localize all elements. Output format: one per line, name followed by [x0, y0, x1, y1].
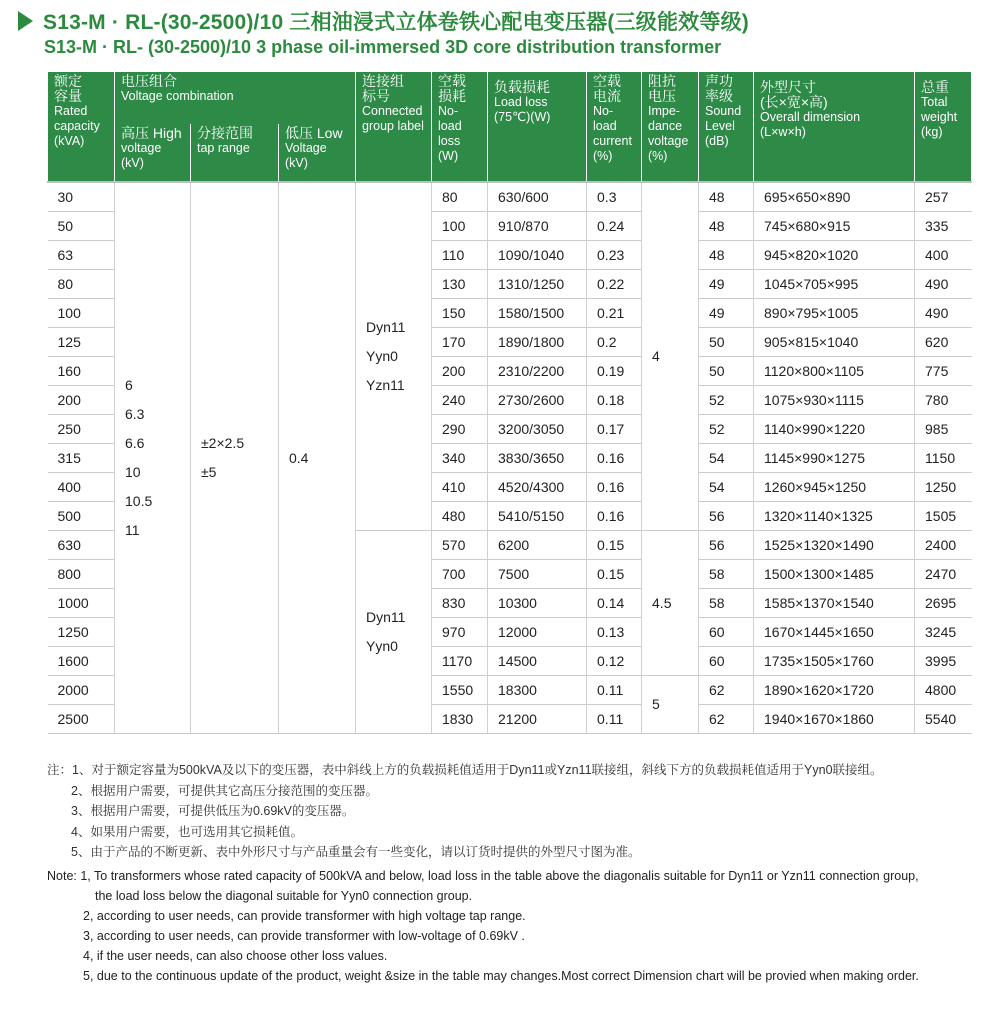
cell-noload-loss: 830 — [432, 589, 488, 618]
table-header — [48, 72, 972, 182]
cell-group-a-line: Dyn11 — [366, 319, 406, 335]
note-en-4: 4, if the user needs, can also choose other loss values. — [83, 949, 388, 963]
header-rated-capacity: 额定 容量 Rated capacity (kVA) — [48, 72, 115, 182]
cell-noload-current: 0.3 — [587, 182, 642, 212]
cell-dimension: 890×795×1005 — [754, 299, 915, 328]
note-en-3: 3, according to user needs, can provide transformer with low-voltage of 0.69kV . — [83, 929, 525, 943]
cell-noload-current: 0.11 — [587, 676, 642, 705]
cell-weight: 490 — [915, 270, 972, 299]
cell-load-loss: 18300 — [488, 676, 587, 705]
cell-noload-loss: 290 — [432, 415, 488, 444]
cell-dimension: 1140×990×1220 — [754, 415, 915, 444]
cell-capacity: 50 — [48, 212, 115, 241]
header-impedance-voltage: 阻抗 电压 Impe- dance voltage (%) — [642, 72, 699, 182]
cell-weight: 1150 — [915, 444, 972, 473]
cell-capacity: 500 — [48, 502, 115, 531]
note-cn-2: 2、根据用户需要，可提供其它高压分接范围的变压器。 — [71, 783, 378, 798]
cell-dimension: 1075×930×1115 — [754, 386, 915, 415]
cell-sound-level: 62 — [699, 676, 754, 705]
cell-weight: 1250 — [915, 473, 972, 502]
cell-capacity: 2000 — [48, 676, 115, 705]
header-load-loss: 负载损耗 Load loss (75℃)(W) — [488, 72, 587, 182]
cell-weight: 2470 — [915, 560, 972, 589]
header-connected-group: 连接组 标号 Connected group label — [356, 72, 432, 182]
header-total-weight: 总重 Total weight (kg) — [915, 72, 972, 182]
notes-english — [47, 866, 919, 986]
cell-dimension: 1120×800×1105 — [754, 357, 915, 386]
cell-dimension: 1940×1670×1860 — [754, 705, 915, 734]
cell-weight: 4800 — [915, 676, 972, 705]
cell-noload-loss: 110 — [432, 241, 488, 270]
cell-load-loss: 3200/3050 — [488, 415, 587, 444]
cell-dimension: 1260×945×1250 — [754, 473, 915, 502]
cell-load-loss: 4520/4300 — [488, 473, 587, 502]
cell-sound-level: 48 — [699, 182, 754, 212]
cell-high-voltage-line: 6.3 — [125, 406, 145, 422]
cell-noload-current: 0.19 — [587, 357, 642, 386]
cell-sound-level: 54 — [699, 444, 754, 473]
cell-weight: 3995 — [915, 647, 972, 676]
cell-load-loss: 1580/1500 — [488, 299, 587, 328]
cell-tap-range — [191, 182, 279, 734]
notes-chinese — [47, 760, 883, 863]
cell-dimension: 695×650×890 — [754, 182, 915, 212]
cell-weight: 335 — [915, 212, 972, 241]
cell-sound-level: 48 — [699, 212, 754, 241]
cell-load-loss: 2310/2200 — [488, 357, 587, 386]
cell-dimension: 1500×1300×1485 — [754, 560, 915, 589]
cell-capacity: 250 — [48, 415, 115, 444]
cell-weight: 2400 — [915, 531, 972, 560]
cell-capacity: 80 — [48, 270, 115, 299]
note-cn-4: 4、如果用户需要，也可选用其它损耗值。 — [71, 824, 303, 839]
note-en-1: Note: 1, To transformers whose rated capacity of 500kVA and below, load loss in the table above the diagonalis suitable for Dyn11 or Yzn11 connection group, — [47, 869, 919, 883]
cell-sound-level: 58 — [699, 589, 754, 618]
header-noload-loss: 空载 损耗 No-load loss (W) — [432, 72, 488, 182]
cell-weight: 2695 — [915, 589, 972, 618]
cell-group-a-line: Yyn0 — [366, 348, 398, 364]
cell-capacity: 100 — [48, 299, 115, 328]
header-voltage-combination: 电压组合 Voltage combination — [115, 72, 356, 124]
triangle-bullet-icon — [18, 11, 33, 31]
cell-noload-loss: 340 — [432, 444, 488, 473]
cell-load-loss: 7500 — [488, 560, 587, 589]
cell-group-b — [356, 531, 432, 734]
cell-dimension: 1145×990×1275 — [754, 444, 915, 473]
note-cn-3: 3、根据用户需要，可提供低压为0.69kV的变压器。 — [71, 804, 355, 818]
cell-noload-current: 0.12 — [587, 647, 642, 676]
cell-dimension: 1045×705×995 — [754, 270, 915, 299]
cell-load-loss: 14500 — [488, 647, 587, 676]
cell-dimension: 745×680×915 — [754, 212, 915, 241]
cell-noload-loss: 700 — [432, 560, 488, 589]
cell-dimension: 1890×1620×1720 — [754, 676, 915, 705]
cell-high-voltage-line: 10.5 — [125, 493, 153, 509]
table-body — [48, 182, 972, 734]
cell-capacity: 1600 — [48, 647, 115, 676]
cell-load-loss: 1890/1800 — [488, 328, 587, 357]
cell-sound-level: 62 — [699, 705, 754, 734]
cell-sound-level: 50 — [699, 357, 754, 386]
cell-noload-loss: 480 — [432, 502, 488, 531]
cell-sound-level: 50 — [699, 328, 754, 357]
cell-load-loss: 2730/2600 — [488, 386, 587, 415]
cell-weight: 5540 — [915, 705, 972, 734]
cell-load-loss: 6200 — [488, 531, 587, 560]
cell-weight: 490 — [915, 299, 972, 328]
cell-weight: 3245 — [915, 618, 972, 647]
note-cn-1: 注：1、对于额定容量为500kVA及以下的变压器，表中斜线上方的负载损耗值适用于Dyn11或Yzn11联接组，斜线下方的负载损耗值适用于Yyn0联接组。 — [47, 763, 883, 777]
cell-noload-current: 0.23 — [587, 241, 642, 270]
header-low-voltage: 低压 Low Voltage (kV) — [279, 124, 356, 182]
cell-group-b-line: Dyn11 — [366, 609, 406, 625]
cell-high-voltage-line: 6.6 — [125, 435, 145, 451]
cell-noload-current: 0.13 — [587, 618, 642, 647]
header-overall-dimension: 外型尺寸 (长×宽×高) Overall dimension (L×w×h) — [754, 72, 915, 182]
note-en-1-cont: the load loss below the diagonal suitable for Yyn0 connection group. — [95, 889, 473, 903]
cell-low-voltage: 0.4 — [279, 182, 356, 734]
cell-dimension: 945×820×1020 — [754, 241, 915, 270]
cell-noload-current: 0.17 — [587, 415, 642, 444]
cell-noload-loss: 150 — [432, 299, 488, 328]
cell-noload-loss: 200 — [432, 357, 488, 386]
cell-capacity: 125 — [48, 328, 115, 357]
note-en-5: 5, due to the continuous update of the product, weight &size in the table may changes.Most correct Dimension chart will be provied when making order. — [83, 969, 919, 983]
cell-noload-current: 0.16 — [587, 444, 642, 473]
cell-capacity: 800 — [48, 560, 115, 589]
cell-weight: 400 — [915, 241, 972, 270]
cell-load-loss: 3830/3650 — [488, 444, 587, 473]
cell-weight: 985 — [915, 415, 972, 444]
cell-noload-current: 0.16 — [587, 473, 642, 502]
cell-capacity: 200 — [48, 386, 115, 415]
cell-noload-loss: 410 — [432, 473, 488, 502]
cell-sound-level: 49 — [699, 299, 754, 328]
cell-noload-current: 0.24 — [587, 212, 642, 241]
cell-capacity: 63 — [48, 241, 115, 270]
header-tap-range: 分接范围 tap range — [191, 124, 279, 182]
cell-high-voltage — [115, 182, 191, 734]
cell-load-loss: 630/600 — [488, 182, 587, 212]
cell-noload-loss: 100 — [432, 212, 488, 241]
cell-group-a-line: Yzn11 — [366, 377, 405, 393]
note-cn-5: 5、由于产品的不断更新、表中外形尺寸与产品重量会有一些变化，请以订货时提供的外型尺寸图为准。 — [71, 845, 641, 859]
cell-dimension: 905×815×1040 — [754, 328, 915, 357]
cell-sound-level: 60 — [699, 647, 754, 676]
cell-group-b-line: Yyn0 — [366, 638, 398, 654]
cell-sound-level: 58 — [699, 560, 754, 589]
cell-sound-level: 56 — [699, 502, 754, 531]
cell-noload-loss: 80 — [432, 182, 488, 212]
cell-load-loss: 910/870 — [488, 212, 587, 241]
cell-impedance: 4 — [642, 182, 699, 531]
cell-dimension: 1525×1320×1490 — [754, 531, 915, 560]
note-en-2: 2, according to user needs, can provide transformer with high voltage tap range. — [83, 909, 526, 923]
cell-noload-current: 0.11 — [587, 705, 642, 734]
cell-load-loss: 1090/1040 — [488, 241, 587, 270]
cell-weight: 1505 — [915, 502, 972, 531]
cell-sound-level: 52 — [699, 415, 754, 444]
cell-noload-loss: 1550 — [432, 676, 488, 705]
cell-capacity: 2500 — [48, 705, 115, 734]
cell-sound-level: 49 — [699, 270, 754, 299]
cell-capacity: 630 — [48, 531, 115, 560]
cell-dimension: 1735×1505×1760 — [754, 647, 915, 676]
cell-weight: 257 — [915, 182, 972, 212]
cell-noload-loss: 570 — [432, 531, 488, 560]
cell-sound-level: 52 — [699, 386, 754, 415]
cell-noload-current: 0.15 — [587, 560, 642, 589]
cell-noload-loss: 970 — [432, 618, 488, 647]
cell-dimension: 1585×1370×1540 — [754, 589, 915, 618]
cell-noload-loss: 170 — [432, 328, 488, 357]
cell-noload-loss: 240 — [432, 386, 488, 415]
cell-high-voltage-line: 6 — [125, 377, 133, 393]
page-title-cn: S13-M · RL-(30-2500)/10 三相油浸式立体卷铁心配电变压器(三级能效等级) — [43, 11, 749, 34]
cell-load-loss: 5410/5150 — [488, 502, 587, 531]
cell-noload-current: 0.21 — [587, 299, 642, 328]
cell-noload-loss: 1830 — [432, 705, 488, 734]
cell-weight: 620 — [915, 328, 972, 357]
cell-weight: 775 — [915, 357, 972, 386]
cell-noload-current: 0.14 — [587, 589, 642, 618]
cell-noload-current: 0.18 — [587, 386, 642, 415]
cell-capacity: 1000 — [48, 589, 115, 618]
cell-group-a — [356, 182, 432, 531]
header-high-voltage: 高压 High voltage (kV) — [115, 124, 191, 182]
cell-impedance: 5 — [642, 676, 699, 734]
cell-tap-range-line: ±5 — [201, 464, 217, 480]
cell-dimension: 1320×1140×1325 — [754, 502, 915, 531]
cell-capacity: 160 — [48, 357, 115, 386]
cell-sound-level: 48 — [699, 241, 754, 270]
cell-capacity: 1250 — [48, 618, 115, 647]
table-row — [48, 182, 972, 212]
cell-high-voltage-line: 11 — [125, 522, 140, 538]
title-block — [18, 6, 749, 58]
cell-sound-level: 54 — [699, 473, 754, 502]
cell-capacity: 30 — [48, 182, 115, 212]
cell-dimension: 1670×1445×1650 — [754, 618, 915, 647]
header-sound-level: 声功 率级 Sound Level (dB) — [699, 72, 754, 182]
cell-tap-range-line: ±2×2.5 — [201, 435, 245, 451]
cell-load-loss: 10300 — [488, 589, 587, 618]
cell-capacity: 315 — [48, 444, 115, 473]
cell-weight: 780 — [915, 386, 972, 415]
cell-noload-loss: 130 — [432, 270, 488, 299]
cell-load-loss: 21200 — [488, 705, 587, 734]
cell-load-loss: 12000 — [488, 618, 587, 647]
cell-impedance: 4.5 — [642, 531, 699, 676]
cell-noload-current: 0.2 — [587, 328, 642, 357]
cell-noload-loss: 1170 — [432, 647, 488, 676]
cell-capacity: 400 — [48, 473, 115, 502]
cell-sound-level: 56 — [699, 531, 754, 560]
cell-high-voltage-line: 10 — [125, 464, 141, 480]
cell-noload-current: 0.22 — [587, 270, 642, 299]
cell-noload-current: 0.16 — [587, 502, 642, 531]
cell-load-loss: 1310/1250 — [488, 270, 587, 299]
cell-sound-level: 60 — [699, 618, 754, 647]
header-noload-current: 空载 电流 No-load current (%) — [587, 72, 642, 182]
page-title-en: S13-M · RL- (30-2500)/10 3 phase oil-immersed 3D core distribution transformer — [44, 37, 722, 57]
spec-table — [47, 72, 972, 734]
cell-noload-current: 0.15 — [587, 531, 642, 560]
